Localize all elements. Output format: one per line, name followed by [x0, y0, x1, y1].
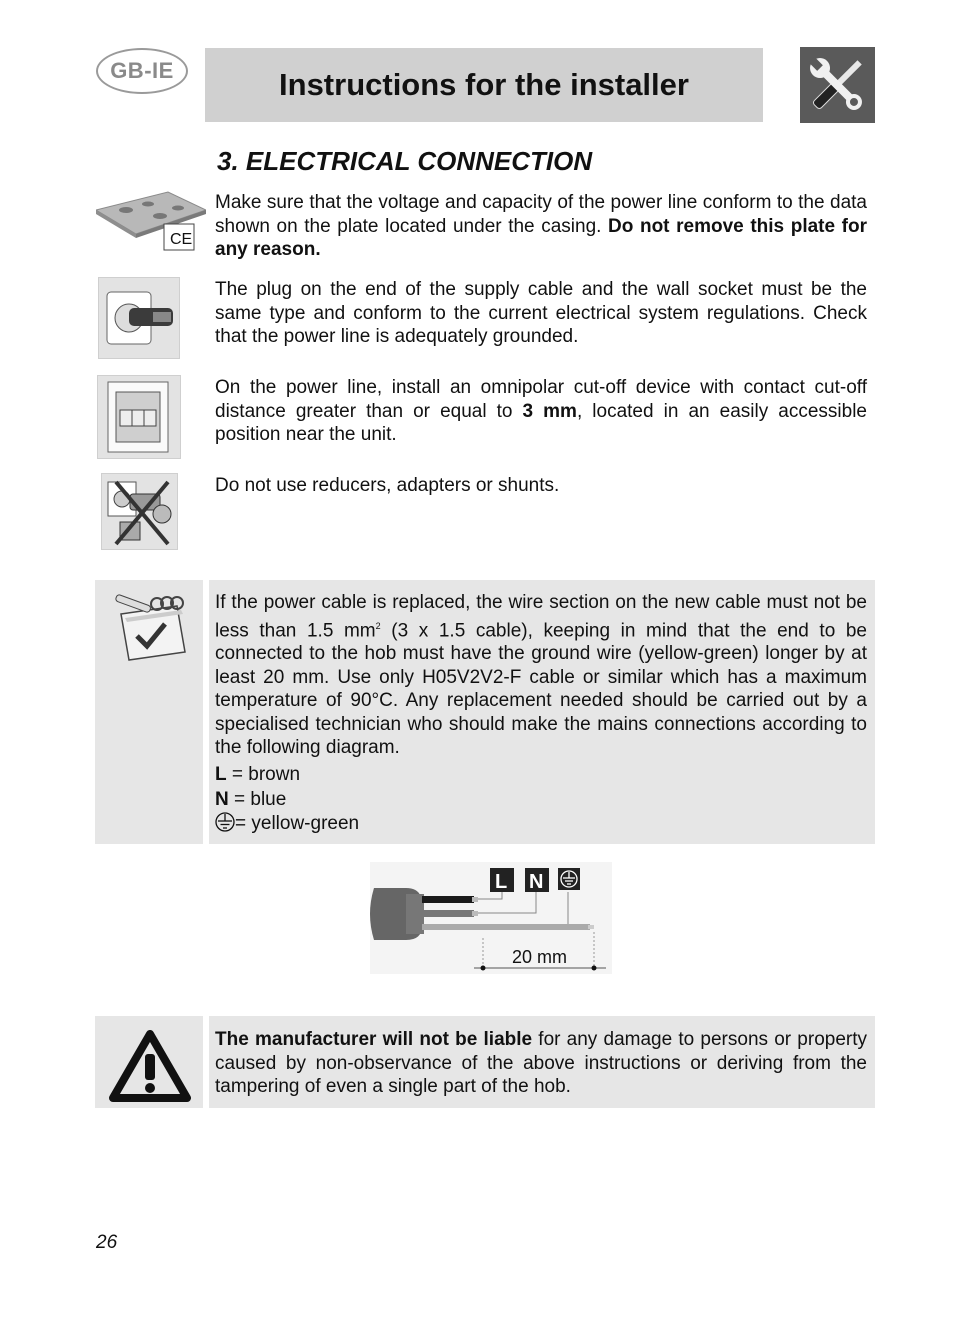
cable-note-text-2: (3 x 1.5 cable), keeping in mind that the end to be connected to the hob must have the ground wire (yellow-green) longer by at least 20 mm. Use only H05V2V2-F cable or similar which has a maximum temperature of 90°C. Any replacement needed should be carried out by a specialised technician who should make the mains connections according to the following diagram.	[215, 619, 867, 759]
legend-key-l: L	[215, 764, 227, 785]
no-adapter-icon	[101, 473, 178, 550]
voltage-paragraph	[215, 191, 867, 262]
warning-text: for any damage to persons or property caused by non-observance of the above instructions or deriving from the tampering of even a single part of the hob.	[215, 1029, 867, 1097]
wire-color-legend	[215, 763, 615, 837]
legend-value-n: = blue	[228, 788, 287, 810]
cable-note-text-1: If the power cable is replaced, the wire section on the new cable must not be less than 1.5 mm	[215, 592, 867, 641]
legend-value-ground: = yellow-green	[235, 813, 360, 834]
warning-paragraph	[215, 1028, 867, 1099]
cable-note-superscript: 2	[375, 620, 381, 631]
cutoff-paragraph	[215, 376, 867, 447]
legend-item-ground	[215, 812, 615, 837]
plug-socket-icon	[98, 277, 180, 359]
diagram-label-l: L	[495, 871, 508, 893]
voltage-bold: Do not remove this plate for any reason.	[215, 215, 867, 260]
plug-paragraph: The plug on the end of the supply cable and the wall socket must be the same type and conform to the current electrical system regulations. Check that the power line is adequately grounded.	[215, 279, 867, 347]
voltage-text: Make sure that the voltage and capacity of the power line conform to the data shown on the plate located under the casing.	[215, 192, 867, 237]
notebook-check-icon	[111, 592, 189, 664]
cable-note-paragraph	[215, 591, 867, 760]
page-number: 26	[96, 1232, 118, 1253]
ground-symbol-icon	[215, 812, 235, 832]
language-badge-label: GB-IE	[110, 58, 174, 83]
legend-value-l: = brown	[226, 764, 301, 785]
cutoff-text-after: , located in an easily accessible position near the unit.	[215, 400, 867, 445]
language-badge	[96, 48, 188, 94]
warning-bold: The manufacturer will not be liable	[215, 1029, 533, 1050]
section-title: 3. ELECTRICAL CONNECTION	[217, 146, 593, 176]
page-header	[205, 48, 763, 122]
warning-triangle-icon	[109, 1030, 191, 1102]
warning-icon-panel	[95, 1016, 203, 1108]
diagram-measure: 20 mm	[512, 947, 568, 967]
cable-note-icon-panel	[95, 580, 203, 844]
svg-text:CE: CE	[170, 231, 193, 248]
cutoff-bold: 3 mm	[522, 400, 577, 422]
wiring-diagram	[370, 862, 612, 974]
legend-key-n: N	[215, 788, 229, 810]
cutoff-text-before: On the power line, install an omnipolar cut-off device with contact cut-off distance greater than or equal to	[215, 377, 867, 422]
tools-icon	[800, 47, 875, 123]
legend-item-n	[215, 788, 615, 813]
hob-plate-icon	[96, 188, 206, 256]
legend-item-l	[215, 763, 615, 788]
page-title: Instructions for the installer	[279, 67, 689, 102]
switch-icon	[97, 375, 181, 459]
diagram-label-n: N	[529, 871, 544, 893]
adapters-paragraph: Do not use reducers, adapters or shunts.	[215, 475, 560, 496]
